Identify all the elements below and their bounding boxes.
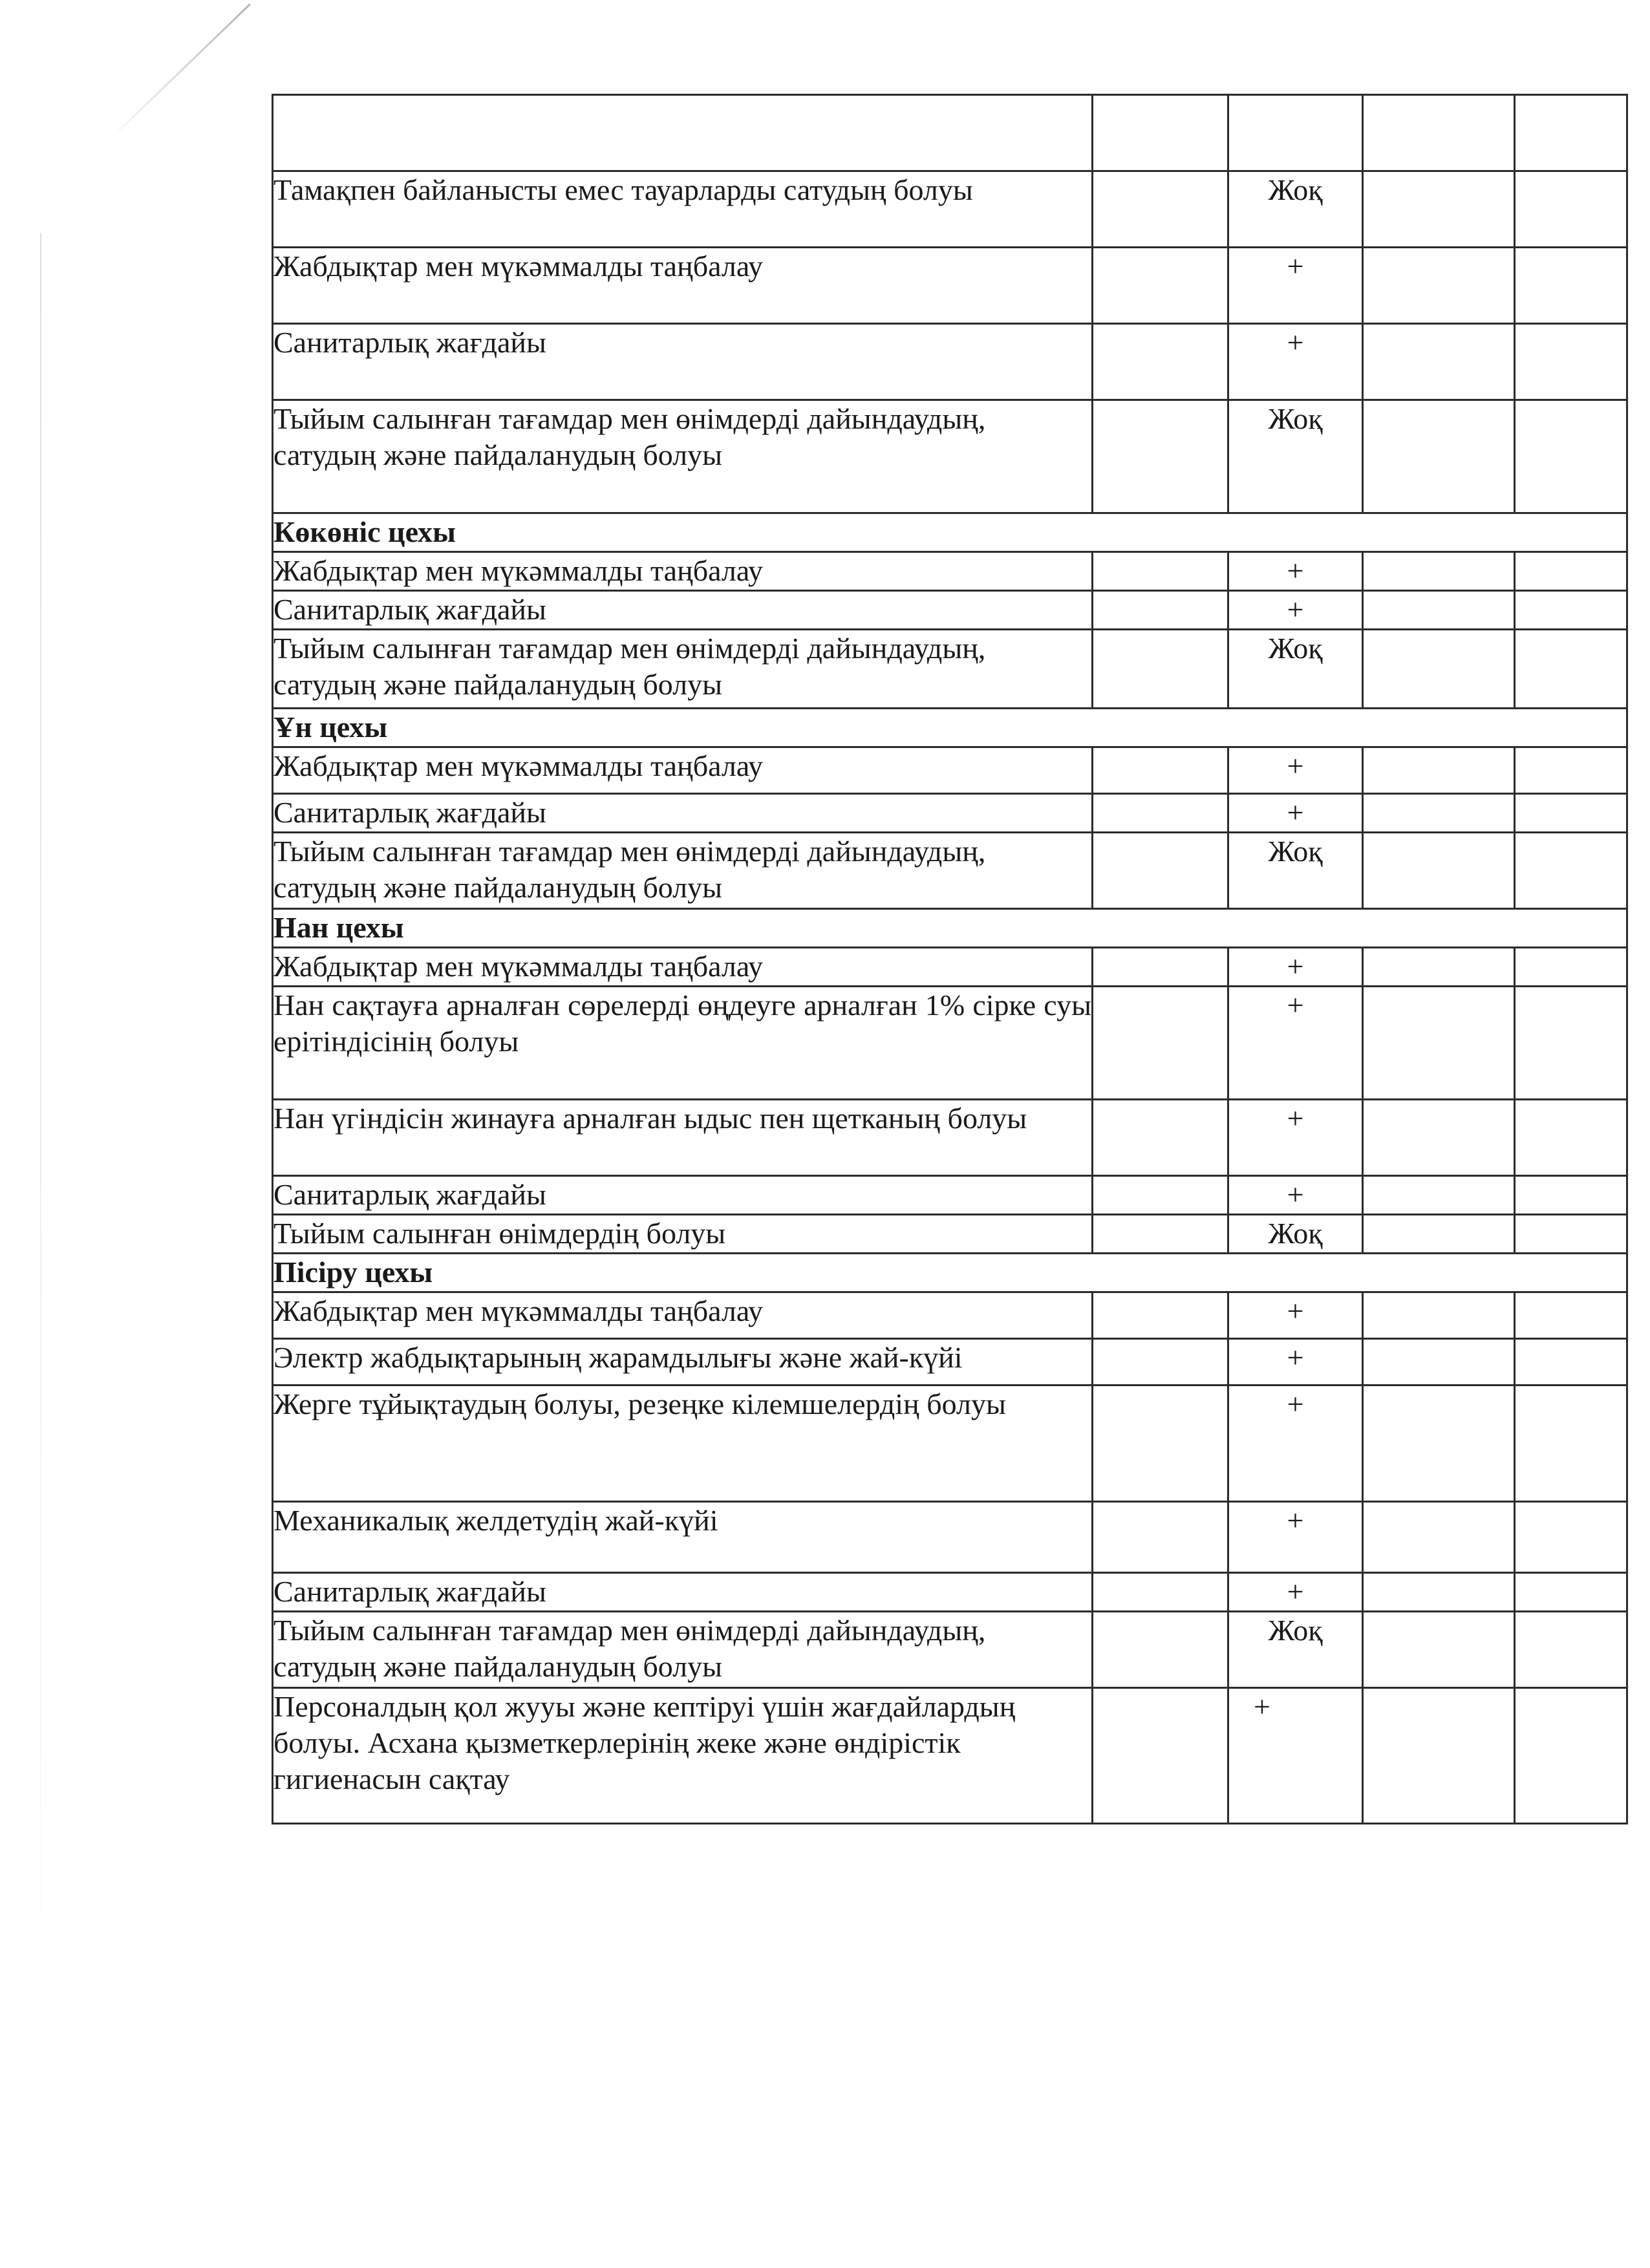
section-row	[273, 709, 1627, 747]
empty-cell	[1515, 1292, 1627, 1339]
compliance-value: +	[1228, 1502, 1363, 1573]
criterion-label: Тыйым салынған тағамдар мен өнімдерді дайындаудың, сатудың және пайдаланудың болуы	[273, 400, 1093, 513]
criterion-label: Тамақпен байланысты емес тауарларды сатудың болуы	[273, 171, 1093, 248]
empty-cell	[1363, 1215, 1515, 1254]
empty-cell	[1093, 948, 1228, 987]
empty-cell	[1093, 1176, 1228, 1215]
empty-cell	[1515, 1339, 1627, 1385]
compliance-value: +	[1228, 1688, 1363, 1824]
empty-cell	[1093, 324, 1228, 400]
empty-cell	[1515, 1612, 1627, 1688]
table-row	[273, 1292, 1627, 1339]
section-title: Көкөніс цехы	[273, 513, 1627, 552]
empty-cell	[1363, 1385, 1515, 1502]
empty-cell	[1515, 171, 1627, 248]
empty-cell	[1515, 1688, 1627, 1824]
table-row	[273, 630, 1627, 709]
empty-cell	[1515, 1573, 1627, 1612]
empty-cell	[1093, 1502, 1228, 1573]
empty-cell	[1363, 591, 1515, 630]
empty-cell	[1093, 400, 1228, 513]
criterion-label: Жабдықтар мен мүкәммалды таңбалау	[273, 747, 1093, 794]
empty-cell	[1515, 1215, 1627, 1254]
empty-cell	[1515, 1100, 1627, 1176]
empty-cell	[1363, 1688, 1515, 1824]
table-row	[273, 987, 1627, 1100]
empty-cell	[1515, 248, 1627, 324]
table-row	[273, 1339, 1627, 1385]
empty-cell	[1093, 1612, 1228, 1688]
compliance-value: +	[1228, 1292, 1363, 1339]
table-row	[273, 1573, 1627, 1612]
compliance-value: +	[1228, 1385, 1363, 1502]
empty-cell	[1363, 630, 1515, 709]
empty-cell	[1363, 1292, 1515, 1339]
compliance-value: +	[1228, 987, 1363, 1100]
compliance-value: +	[1228, 1176, 1363, 1215]
empty-cell	[1093, 1688, 1228, 1824]
criterion-label: Жабдықтар мен мүкәммалды таңбалау	[273, 552, 1093, 591]
criterion-label: Нан сақтауға арналған сөрелерді өңдеуге арналған 1% сірке суы ерітіндісінің болуы	[273, 987, 1093, 1100]
empty-cell	[1093, 1573, 1228, 1612]
criterion-label: Санитарлық жағдайы	[273, 1573, 1093, 1612]
table-row	[273, 552, 1627, 591]
compliance-value: Жоқ	[1228, 833, 1363, 909]
compliance-value: Жоқ	[1228, 400, 1363, 513]
compliance-value: +	[1228, 794, 1363, 833]
empty-cell	[1093, 630, 1228, 709]
criterion-label: Нан үгіндісін жинауға арналған ыдыс пен щетканың болуы	[273, 1100, 1093, 1176]
empty-cell	[1093, 95, 1228, 171]
empty-cell	[1093, 1339, 1228, 1385]
empty-cell	[1515, 400, 1627, 513]
section-row	[273, 909, 1627, 948]
inspection-checklist-table	[272, 94, 1628, 1824]
empty-cell	[1363, 1100, 1515, 1176]
table-row	[273, 1100, 1627, 1176]
empty-cell	[1363, 1502, 1515, 1573]
compliance-value: Жоқ	[1228, 1612, 1363, 1688]
empty-cell	[1515, 1385, 1627, 1502]
scan-edge	[40, 233, 41, 1914]
empty-cell	[1363, 1612, 1515, 1688]
compliance-value: Жоқ	[1228, 1215, 1363, 1254]
empty-cell	[1515, 591, 1627, 630]
empty-cell	[1363, 747, 1515, 794]
empty-cell	[1093, 1292, 1228, 1339]
criterion-label: Санитарлық жағдайы	[273, 794, 1093, 833]
criterion-label: Жабдықтар мен мүкәммалды таңбалау	[273, 1292, 1093, 1339]
empty-cell	[1093, 1215, 1228, 1254]
compliance-value: +	[1228, 324, 1363, 400]
empty-cell	[1093, 591, 1228, 630]
criterion-label: Тыйым салынған тағамдар мен өнімдерді дайындаудың, сатудың және пайдаланудың болуы	[273, 630, 1093, 709]
compliance-value	[1228, 95, 1363, 171]
empty-cell	[1363, 987, 1515, 1100]
empty-cell	[1093, 1100, 1228, 1176]
empty-cell	[1515, 324, 1627, 400]
table-row	[273, 324, 1627, 400]
section-title: Нан цехы	[273, 909, 1627, 948]
criterion-label: Тыйым салынған тағамдар мен өнімдерді дайындаудың, сатудың және пайдаланудың болуы	[273, 833, 1093, 909]
empty-cell	[1363, 171, 1515, 248]
compliance-value: +	[1228, 1573, 1363, 1612]
empty-cell	[1515, 630, 1627, 709]
table-row	[273, 1688, 1627, 1824]
compliance-value: +	[1228, 248, 1363, 324]
criterion-label: Санитарлық жағдайы	[273, 324, 1093, 400]
table-row	[273, 948, 1627, 987]
section-title: Пісіру цехы	[273, 1254, 1627, 1292]
empty-cell	[1515, 833, 1627, 909]
empty-cell	[1363, 1573, 1515, 1612]
criterion-label: Электр жабдықтарының жарамдылығы және жай-күйі	[273, 1339, 1093, 1385]
empty-cell	[1093, 747, 1228, 794]
criterion-label: Жерге тұйықтаудың болуы, резеңке кілемшелердің болуы	[273, 1385, 1093, 1502]
table-row	[273, 794, 1627, 833]
empty-cell	[1363, 324, 1515, 400]
empty-cell	[1363, 948, 1515, 987]
compliance-value: +	[1228, 747, 1363, 794]
empty-cell	[1093, 248, 1228, 324]
table-row	[273, 171, 1627, 248]
compliance-value: +	[1228, 552, 1363, 591]
table-row	[273, 1176, 1627, 1215]
criterion-label: Персоналдың қол жууы және кептіруі үшін жағдайлардың болуы. Асхана қызметкерлерінің жеке және өндірістік гигиенасын сақтау	[273, 1688, 1093, 1824]
empty-cell	[1363, 248, 1515, 324]
empty-cell	[1093, 552, 1228, 591]
checklist-body	[273, 95, 1627, 1824]
compliance-value: Жоқ	[1228, 171, 1363, 248]
criterion-label: Санитарлық жағдайы	[273, 1176, 1093, 1215]
table-row	[273, 1215, 1627, 1254]
empty-cell	[1363, 1176, 1515, 1215]
table-row	[273, 591, 1627, 630]
table-row	[273, 1502, 1627, 1573]
criterion-label	[273, 95, 1093, 171]
empty-cell	[1363, 95, 1515, 171]
criterion-label: Санитарлық жағдайы	[273, 591, 1093, 630]
table-row	[273, 833, 1627, 909]
empty-cell	[1363, 833, 1515, 909]
empty-cell	[1363, 794, 1515, 833]
empty-cell	[1515, 747, 1627, 794]
empty-cell	[1363, 552, 1515, 591]
empty-cell	[1093, 833, 1228, 909]
table-row	[273, 248, 1627, 324]
section-title: Ұн цехы	[273, 709, 1627, 747]
empty-cell	[1515, 1176, 1627, 1215]
compliance-value: Жоқ	[1228, 630, 1363, 709]
empty-cell	[1093, 794, 1228, 833]
compliance-value: +	[1228, 1100, 1363, 1176]
section-row	[273, 513, 1627, 552]
table-row	[273, 400, 1627, 513]
empty-cell	[1515, 552, 1627, 591]
compliance-value: +	[1228, 591, 1363, 630]
empty-cell	[1515, 1502, 1627, 1573]
empty-cell	[1515, 794, 1627, 833]
empty-cell	[1363, 400, 1515, 513]
criterion-label: Жабдықтар мен мүкәммалды таңбалау	[273, 248, 1093, 324]
criterion-label: Механикалық желдетудің жай-күйі	[273, 1502, 1093, 1573]
empty-cell	[1093, 987, 1228, 1100]
section-row	[273, 1254, 1627, 1292]
criterion-label: Жабдықтар мен мүкәммалды таңбалау	[273, 948, 1093, 987]
empty-cell	[1515, 948, 1627, 987]
criterion-label: Тыйым салынған өнімдердің болуы	[273, 1215, 1093, 1254]
criterion-label: Тыйым салынған тағамдар мен өнімдерді дайындаудың, сатудың және пайдаланудың болуы	[273, 1612, 1093, 1688]
empty-cell	[1093, 1385, 1228, 1502]
empty-cell	[1515, 987, 1627, 1100]
empty-cell	[1093, 171, 1228, 248]
scan-artifact	[110, 3, 251, 140]
compliance-value: +	[1228, 948, 1363, 987]
empty-cell	[1515, 95, 1627, 171]
compliance-value: +	[1228, 1339, 1363, 1385]
table-row	[273, 1385, 1627, 1502]
table-row	[273, 747, 1627, 794]
table-row	[273, 1612, 1627, 1688]
table-row	[273, 95, 1627, 171]
empty-cell	[1363, 1339, 1515, 1385]
